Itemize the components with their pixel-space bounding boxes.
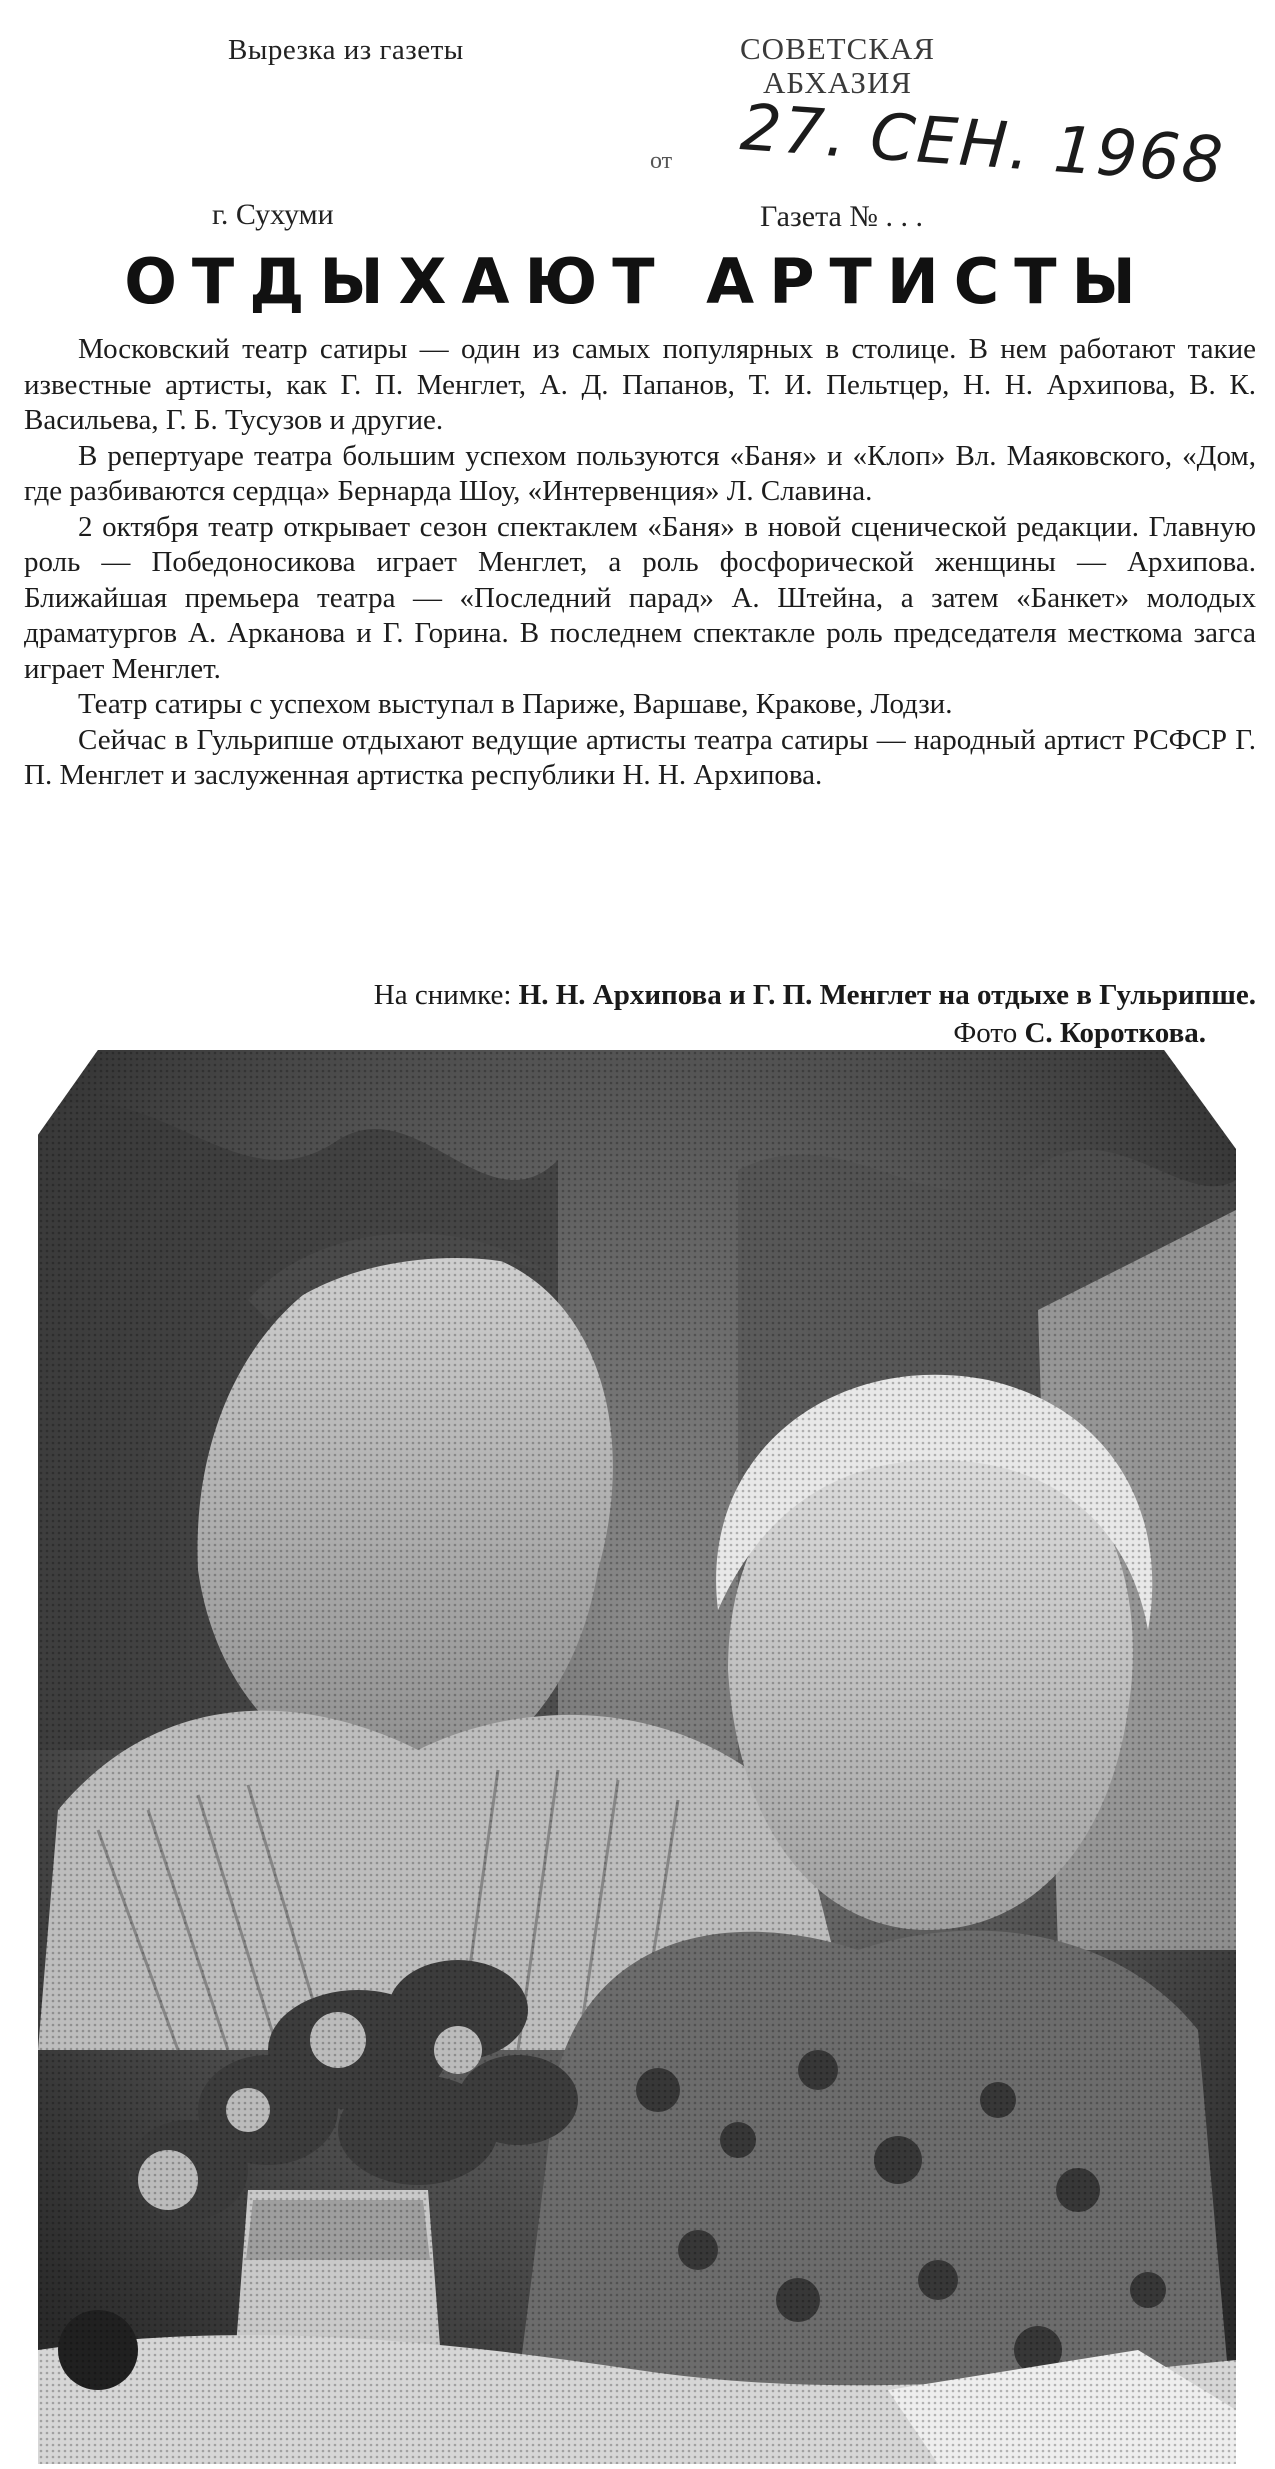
clipping-label: Вырезка из газеты [228,34,464,66]
photo-image [38,1050,1236,2464]
credit-name: С. Короткова. [1024,1017,1206,1049]
article-paragraph: В репертуаре театра большим успехом пользуются «Баня» и «Клоп» Вл. Маяковского, «Дом, где разбиваются сердца» Бернарда Шоу, «Интервенция» Л. Славина. [24,439,1256,507]
date-prefix: от [650,148,673,174]
newspaper-photo-halftone [38,1050,1236,2464]
photo-caption [24,976,1256,1052]
newspaper-name-line1: СОВЕТСКАЯ [740,31,936,66]
caption-line [24,976,1256,1014]
article-headline: ОТДЫХАЮТ АРТИСТЫ [124,245,1151,318]
photo-credit [24,1014,1256,1052]
article-paragraph: 2 октября театр открывает сезон спектаклем «Баня» в новой сценической редакции. Главную роль — Победоносикова играет Менглет, а роль фосфорической женщины — Архипова. Ближайшая премьера театра — «Последний парад» А. Штейна, а затем «Банкет» молодых драматургов А. Арканова и Г. Горина. В последнем спектакле роль председателя месткома загса играет Менглет. [24,510,1256,685]
article-paragraph: Московский театр сатиры — один из самых популярных в столице. В нем работают такие известные артисты, как Г. П. Менглет, А. Д. Папанов, Т. И. Пельтцер, Н. Н. Архипова, В. К. Васильева, Г. Б. Тусузов и другие. [24,333,1256,436]
gazeta-number-label: Газета № . . . [760,200,923,233]
handwritten-date: 27. СЕН. 1968 [738,91,1227,199]
city-label: г. Сухуми [212,198,334,231]
caption-prefix: На снимке: [373,979,512,1011]
article-body [24,332,1256,794]
newspaper-name-line2: АБХАЗИЯ [763,65,913,100]
article-paragraph: Театр сатиры с успехом выступал в Париже, Варшаве, Кракове, Лодзи. [78,688,953,720]
newspaper-name [740,32,935,100]
credit-prefix: Фото [953,1017,1018,1049]
caption-text: Н. Н. Архипова и Г. П. Менглет на отдыхе в Гульрипше. [518,979,1256,1011]
article-paragraph: Сейчас в Гульрипше отдыхают ведущие артисты театра сатиры — народный артист РСФСР Г. П. Менглет и заслуженная артистка республики Н. Н. Архипова. [24,723,1256,791]
